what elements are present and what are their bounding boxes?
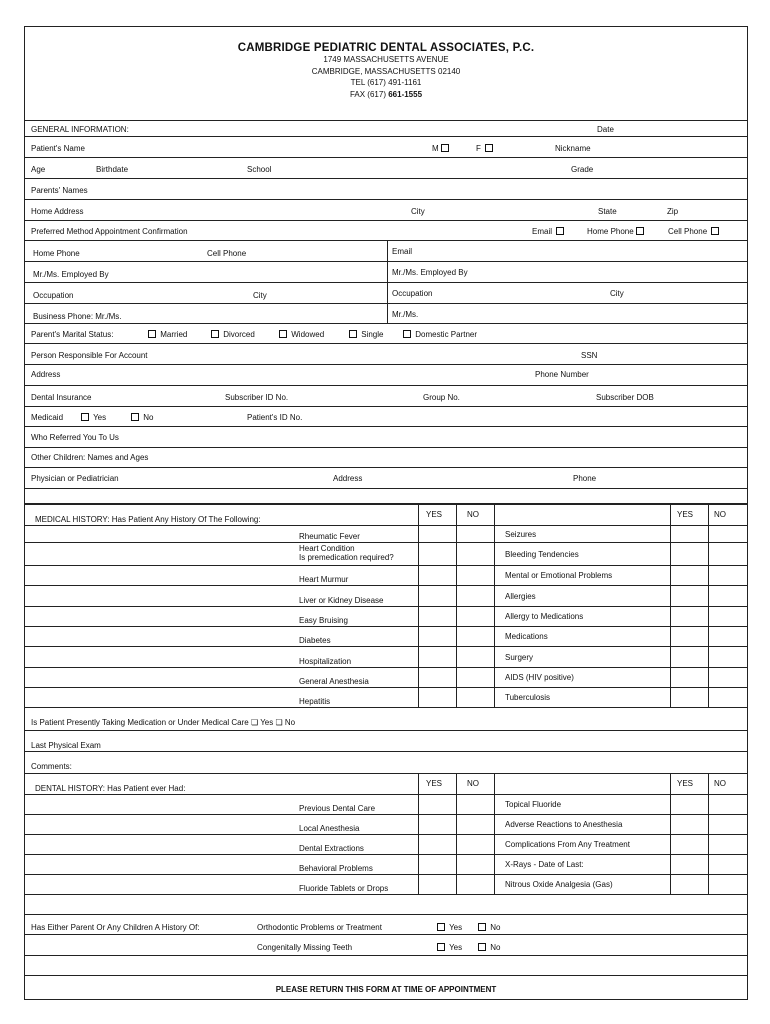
- female-checkbox[interactable]: [485, 144, 493, 152]
- subscriber-dob-label[interactable]: Subscriber DOB: [596, 393, 654, 402]
- patient-name-row: [25, 137, 747, 158]
- group-no-label[interactable]: Group No.: [423, 393, 460, 402]
- medical-heading: MEDICAL HISTORY: Has Patient Any History Of The Following:: [35, 515, 261, 524]
- medical-answer-cell[interactable]: [671, 668, 707, 687]
- medical-row: [25, 668, 747, 688]
- city-label[interactable]: City: [411, 207, 425, 216]
- medical-answer-cell[interactable]: [671, 688, 707, 707]
- spacer-row-3: [25, 956, 747, 976]
- dental-answer-cell[interactable]: [709, 855, 745, 874]
- ssn-label[interactable]: SSN: [581, 351, 598, 360]
- employed-row: [25, 262, 747, 283]
- referred-row: [25, 427, 747, 448]
- state-label[interactable]: State: [598, 207, 617, 216]
- dental-answer-cell[interactable]: [709, 875, 745, 894]
- physician-row: [25, 468, 747, 489]
- email-option[interactable]: [532, 227, 566, 236]
- cell-phone-option[interactable]: [668, 227, 721, 236]
- medical-row: [25, 526, 747, 543]
- physician-label[interactable]: Physician or Pediatrician: [31, 474, 119, 483]
- telephone: TEL (617) 491-1161: [350, 78, 422, 87]
- marital-status-label: Parent's Marital Status:: [31, 330, 114, 339]
- dental-row: [25, 795, 747, 815]
- medical-left-item: Liver or Kidney Disease: [299, 596, 384, 605]
- dental-no-header-left: NO: [467, 779, 479, 788]
- dental-right-item: Nitrous Oxide Analgesia (Gas): [505, 880, 613, 889]
- occupation-1-label[interactable]: Occupation: [33, 291, 74, 300]
- medical-answer-cell[interactable]: [709, 526, 745, 542]
- email-checkbox[interactable]: [556, 227, 564, 235]
- cell-phone-checkbox[interactable]: [711, 227, 719, 235]
- divorced-checkbox[interactable]: [211, 330, 219, 338]
- home-phone-label[interactable]: Home Phone: [33, 249, 80, 258]
- medical-right-item: Medications: [505, 632, 548, 641]
- medical-answer-cell[interactable]: [457, 526, 493, 542]
- dental-answer-cell[interactable]: [457, 875, 493, 894]
- medical-answer-cell[interactable]: [419, 566, 455, 585]
- dental-answer-cell[interactable]: [457, 855, 493, 874]
- medical-left-item: Diabetes: [299, 636, 331, 645]
- dental-column-divider: [418, 773, 419, 895]
- male-label: M: [432, 144, 439, 153]
- dental-answer-cell[interactable]: [671, 795, 707, 814]
- medical-left-item: Hospitalization: [299, 657, 352, 666]
- practice-name: CAMBRIDGE PEDIATRIC DENTAL ASSOCIATES, P.C.: [237, 42, 535, 54]
- patient-id-label[interactable]: Patient's ID No.: [247, 413, 303, 422]
- medical-answer-cell[interactable]: [419, 627, 455, 646]
- responsible-label[interactable]: Person Responsible For Account: [31, 351, 148, 360]
- address-row: [25, 365, 747, 386]
- dental-column-divider: [708, 773, 709, 895]
- medical-column-divider: [494, 504, 495, 708]
- medical-answer-cell[interactable]: [419, 586, 455, 606]
- business-phone-label[interactable]: Business Phone: Mr./Ms.: [33, 312, 122, 321]
- medicaid-row: [25, 407, 747, 427]
- home-address-label[interactable]: Home Address: [31, 207, 84, 216]
- cell-phone-label[interactable]: Cell Phone: [207, 249, 247, 258]
- medical-answer-cell[interactable]: [457, 607, 493, 626]
- cell-phone-option-label: Cell Phone: [668, 227, 708, 236]
- form-header: [25, 27, 747, 121]
- married-label: Married: [160, 330, 188, 339]
- female-label: F: [476, 144, 481, 153]
- employed-by-1-label[interactable]: Mr./Ms. Employed By: [33, 270, 109, 279]
- medical-answer-cell[interactable]: [671, 526, 707, 542]
- general-info-label: GENERAL INFORMATION:: [31, 125, 129, 134]
- medical-answer-cell[interactable]: [419, 526, 455, 542]
- missing-no-checkbox[interactable]: [478, 943, 486, 951]
- medical-left-item: Easy Bruising: [299, 616, 348, 625]
- medicaid-no-label: No: [143, 413, 154, 422]
- dental-answer-cell[interactable]: [709, 835, 745, 854]
- medical-no-header-right: NO: [714, 510, 726, 519]
- dental-right-item: Adverse Reactions to Anesthesia: [505, 820, 623, 829]
- preferred-method-label: Preferred Method Appointment Confirmation: [31, 227, 188, 236]
- marital-status-row: [25, 324, 747, 344]
- dental-answer-cell[interactable]: [671, 815, 707, 834]
- physician-phone-label[interactable]: Phone: [573, 474, 597, 483]
- ortho-yes-checkbox[interactable]: [437, 923, 445, 931]
- medical-yes-header-right: YES: [677, 510, 694, 519]
- fax-number: 661-1555: [388, 89, 423, 99]
- medical-answer-cell[interactable]: [457, 566, 493, 585]
- responsible-row: [25, 344, 747, 365]
- address-line-2: CAMBRIDGE, MASSACHUSETTS 02140: [311, 66, 461, 76]
- medical-right-item: Allergy to Medications: [505, 612, 584, 621]
- phone-row: [25, 241, 747, 262]
- parents-names-row: [25, 179, 747, 200]
- date-label[interactable]: Date: [597, 125, 614, 134]
- medical-answer-cell[interactable]: [671, 566, 707, 585]
- medical-left-item: Rheumatic Fever: [299, 532, 360, 541]
- dental-answer-cell[interactable]: [671, 835, 707, 854]
- ortho-no-checkbox[interactable]: [478, 923, 486, 931]
- home-phone-checkbox[interactable]: [636, 227, 644, 235]
- missing-no-option[interactable]: [476, 943, 500, 952]
- married-checkbox[interactable]: [148, 330, 156, 338]
- phone-number-label[interactable]: Phone Number: [535, 370, 589, 379]
- dental-answer-cell[interactable]: [419, 835, 455, 854]
- fax-prefix: FAX (617): [349, 89, 389, 99]
- medical-answer-cell[interactable]: [457, 543, 493, 565]
- domestic-partner-option[interactable]: [401, 330, 477, 339]
- medical-answer-cell[interactable]: [457, 647, 493, 667]
- dental-answer-cell[interactable]: [671, 875, 707, 894]
- occupation-2-label[interactable]: Occupation: [392, 289, 433, 298]
- mrms-label[interactable]: Mr./Ms.: [392, 310, 419, 319]
- age-row: [25, 158, 747, 179]
- dental-answer-cell[interactable]: [419, 815, 455, 834]
- medical-answer-cell[interactable]: [419, 543, 455, 565]
- medical-yes-header-left: YES: [426, 510, 443, 519]
- ortho-label: Orthodontic Problems or Treatment: [257, 923, 382, 932]
- dental-right-item: Topical Fluoride: [505, 800, 562, 809]
- medical-answer-cell[interactable]: [709, 627, 745, 646]
- presently-row: [25, 713, 747, 731]
- medical-premedication-label: Is premedication required?: [299, 553, 394, 562]
- spacer-row: [25, 489, 747, 504]
- dental-yes-header-left: YES: [426, 779, 443, 788]
- home-address-row: [25, 200, 747, 221]
- single-label: Single: [361, 330, 384, 339]
- subscriber-id-label[interactable]: Subscriber ID No.: [225, 393, 289, 402]
- return-notice: PLEASE RETURN THIS FORM AT TIME OF APPOINTMENT: [275, 985, 497, 994]
- dental-answer-cell[interactable]: [671, 855, 707, 874]
- spacer-row-2: [25, 895, 747, 915]
- home-phone-option-label: Home Phone: [587, 227, 634, 236]
- medical-column-divider: [670, 504, 671, 708]
- sex-male[interactable]: [432, 144, 451, 153]
- medical-column-divider: [418, 504, 419, 708]
- medicaid-yes-label: Yes: [93, 413, 107, 422]
- medical-answer-cell[interactable]: [671, 607, 707, 626]
- dental-left-item: Local Anesthesia: [299, 824, 360, 833]
- dental-heading: DENTAL HISTORY: Has Patient ever Had:: [35, 784, 186, 793]
- medical-answer-cell[interactable]: [419, 607, 455, 626]
- general-info-row: [25, 120, 747, 137]
- medical-row: [25, 647, 747, 668]
- occupation-row: [25, 283, 747, 304]
- other-children-row: [25, 448, 747, 468]
- medical-answer-cell[interactable]: [709, 668, 745, 687]
- medical-answer-cell[interactable]: [457, 688, 493, 707]
- divorced-option[interactable]: [209, 330, 255, 339]
- ortho-yes-label: Yes: [449, 923, 463, 932]
- other-children-label[interactable]: Other Children: Names and Ages: [31, 453, 149, 462]
- birthdate-label[interactable]: Birthdate: [96, 165, 129, 174]
- medical-answer-cell[interactable]: [457, 627, 493, 646]
- nickname-label[interactable]: Nickname: [555, 144, 591, 153]
- single-option[interactable]: [347, 330, 383, 339]
- medical-right-item: Tuberculosis: [505, 693, 551, 702]
- missing-teeth-label: Congenitally Missing Teeth: [257, 943, 353, 952]
- family-missing-row: [25, 935, 747, 956]
- dental-left-item: Fluoride Tablets or Drops: [299, 884, 389, 893]
- medical-answer-cell[interactable]: [709, 586, 745, 606]
- medicaid-yes-option[interactable]: [79, 413, 106, 422]
- widowed-label: Widowed: [291, 330, 325, 339]
- medical-right-item: Surgery: [505, 653, 534, 662]
- dental-answer-cell[interactable]: [457, 795, 493, 814]
- zip-label[interactable]: Zip: [667, 207, 679, 216]
- city-2-label[interactable]: City: [610, 289, 624, 298]
- divorced-label: Divorced: [223, 330, 255, 339]
- medical-answer-cell[interactable]: [709, 688, 745, 707]
- medical-answer-cell[interactable]: [419, 688, 455, 707]
- parent-column-divider: [387, 241, 388, 324]
- dental-left-item: Previous Dental Care: [299, 804, 376, 813]
- medical-left-item: Heart Condition: [299, 544, 355, 553]
- dental-answer-cell[interactable]: [457, 835, 493, 854]
- family-ortho-row: [25, 915, 747, 935]
- medical-answer-cell[interactable]: [671, 647, 707, 667]
- missing-yes-label: Yes: [449, 943, 463, 952]
- medical-answer-cell[interactable]: [457, 668, 493, 687]
- dental-registration-form: [24, 26, 748, 1000]
- medical-left-item: Heart Murmur: [299, 575, 349, 584]
- parents-names-label[interactable]: Parents' Names: [31, 186, 88, 195]
- missing-no-label: No: [490, 943, 501, 952]
- dental-no-header-right: NO: [714, 779, 726, 788]
- sex-female[interactable]: [476, 144, 495, 153]
- medical-left-item: Hepatitis: [299, 697, 331, 706]
- medical-answer-cell[interactable]: [671, 543, 707, 565]
- medical-answer-cell[interactable]: [671, 627, 707, 646]
- dental-row: [25, 835, 747, 855]
- medical-right-item: Mental or Emotional Problems: [505, 571, 613, 580]
- employed-by-2-label[interactable]: Mr./Ms. Employed By: [392, 268, 468, 277]
- medical-column-divider: [708, 504, 709, 708]
- dental-answer-cell[interactable]: [419, 855, 455, 874]
- medical-right-item: Seizures: [505, 530, 537, 539]
- email-label[interactable]: Email: [392, 247, 413, 256]
- medical-right-item: Bleeding Tendencies: [505, 550, 579, 559]
- family-history-label: Has Either Parent Or Any Children A History Of:: [31, 923, 200, 932]
- medicaid-no-checkbox[interactable]: [131, 413, 139, 421]
- ortho-yes-option[interactable]: [435, 923, 462, 932]
- dental-left-item: Dental Extractions: [299, 844, 364, 853]
- comments-row: [25, 752, 747, 773]
- domestic-partner-checkbox[interactable]: [403, 330, 411, 338]
- insurance-row: [25, 386, 747, 407]
- medical-row: [25, 607, 747, 627]
- grade-label[interactable]: Grade: [571, 165, 594, 174]
- patient-name-label[interactable]: Patient's Name: [31, 144, 85, 153]
- dental-answer-cell[interactable]: [709, 815, 745, 834]
- medical-answer-cell[interactable]: [419, 668, 455, 687]
- dental-answer-cell[interactable]: [457, 815, 493, 834]
- dental-row: [25, 815, 747, 835]
- ortho-no-option[interactable]: [476, 923, 500, 932]
- fax: [25, 89, 747, 101]
- home-phone-option[interactable]: [587, 227, 646, 236]
- dental-yes-header-right: YES: [677, 779, 694, 788]
- medical-column-divider: [456, 504, 457, 708]
- medical-answer-cell[interactable]: [709, 543, 745, 565]
- widowed-checkbox[interactable]: [279, 330, 287, 338]
- preferred-method-row: [25, 221, 747, 241]
- medical-answer-cell[interactable]: [709, 647, 745, 667]
- email-option-label: Email: [532, 227, 553, 236]
- medical-answer-cell[interactable]: [419, 647, 455, 667]
- missing-yes-checkbox[interactable]: [437, 943, 445, 951]
- physician-address-label[interactable]: Address: [333, 474, 363, 483]
- medical-right-item: Allergies: [505, 592, 536, 601]
- medical-answer-cell[interactable]: [671, 586, 707, 606]
- medical-no-header-left: NO: [467, 510, 479, 519]
- missing-yes-option[interactable]: [435, 943, 462, 952]
- dental-column-divider: [456, 773, 457, 895]
- medical-row: [25, 627, 747, 647]
- last-exam-row: [25, 731, 747, 752]
- medical-answer-cell[interactable]: [709, 566, 745, 585]
- medical-row: [25, 586, 747, 607]
- medical-right-item: AIDS (HIV positive): [505, 673, 574, 682]
- dental-answer-cell[interactable]: [419, 875, 455, 894]
- dental-answer-cell[interactable]: [709, 795, 745, 814]
- married-option[interactable]: [146, 330, 187, 339]
- comments-label[interactable]: Comments:: [31, 762, 72, 771]
- last-exam-label[interactable]: Last Physical Exam: [31, 741, 101, 750]
- dental-left-item: Behavioral Problems: [299, 864, 373, 873]
- dental-answer-cell[interactable]: [419, 795, 455, 814]
- address-label[interactable]: Address: [31, 370, 61, 379]
- dental-insurance-label[interactable]: Dental Insurance: [31, 393, 92, 402]
- city-1-label[interactable]: City: [253, 291, 267, 300]
- medical-row: [25, 688, 747, 708]
- dental-row: [25, 855, 747, 875]
- medical-left-item: General Anesthesia: [299, 677, 369, 686]
- dental-right-item: Complications From Any Treatment: [505, 840, 630, 849]
- medicaid-yes-checkbox[interactable]: [81, 413, 89, 421]
- presently-taking-label[interactable]: Is Patient Presently Taking Medication or Under Medical Care ❏ Yes ❏ No: [31, 718, 296, 727]
- medicaid-no-option[interactable]: [129, 413, 153, 422]
- dental-column-divider: [494, 773, 495, 895]
- school-label[interactable]: School: [247, 165, 272, 174]
- single-checkbox[interactable]: [349, 330, 357, 338]
- age-label[interactable]: Age: [31, 165, 46, 174]
- medical-row: [25, 566, 747, 586]
- address-line-1: 1749 MASSACHUSETTS AVENUE: [323, 55, 449, 64]
- domestic-partner-label: Domestic Partner: [415, 330, 478, 339]
- dental-right-item: X-Rays - Date of Last:: [505, 860, 584, 869]
- business-phone-row: [25, 304, 747, 324]
- medical-answer-cell[interactable]: [457, 586, 493, 606]
- referred-label[interactable]: Who Referred You To Us: [31, 433, 119, 442]
- widowed-option[interactable]: [277, 330, 324, 339]
- medical-answer-cell[interactable]: [709, 607, 745, 626]
- ortho-no-label: No: [490, 923, 501, 932]
- medicaid-label: Medicaid: [31, 413, 64, 422]
- dental-column-divider: [670, 773, 671, 895]
- male-checkbox[interactable]: [441, 144, 449, 152]
